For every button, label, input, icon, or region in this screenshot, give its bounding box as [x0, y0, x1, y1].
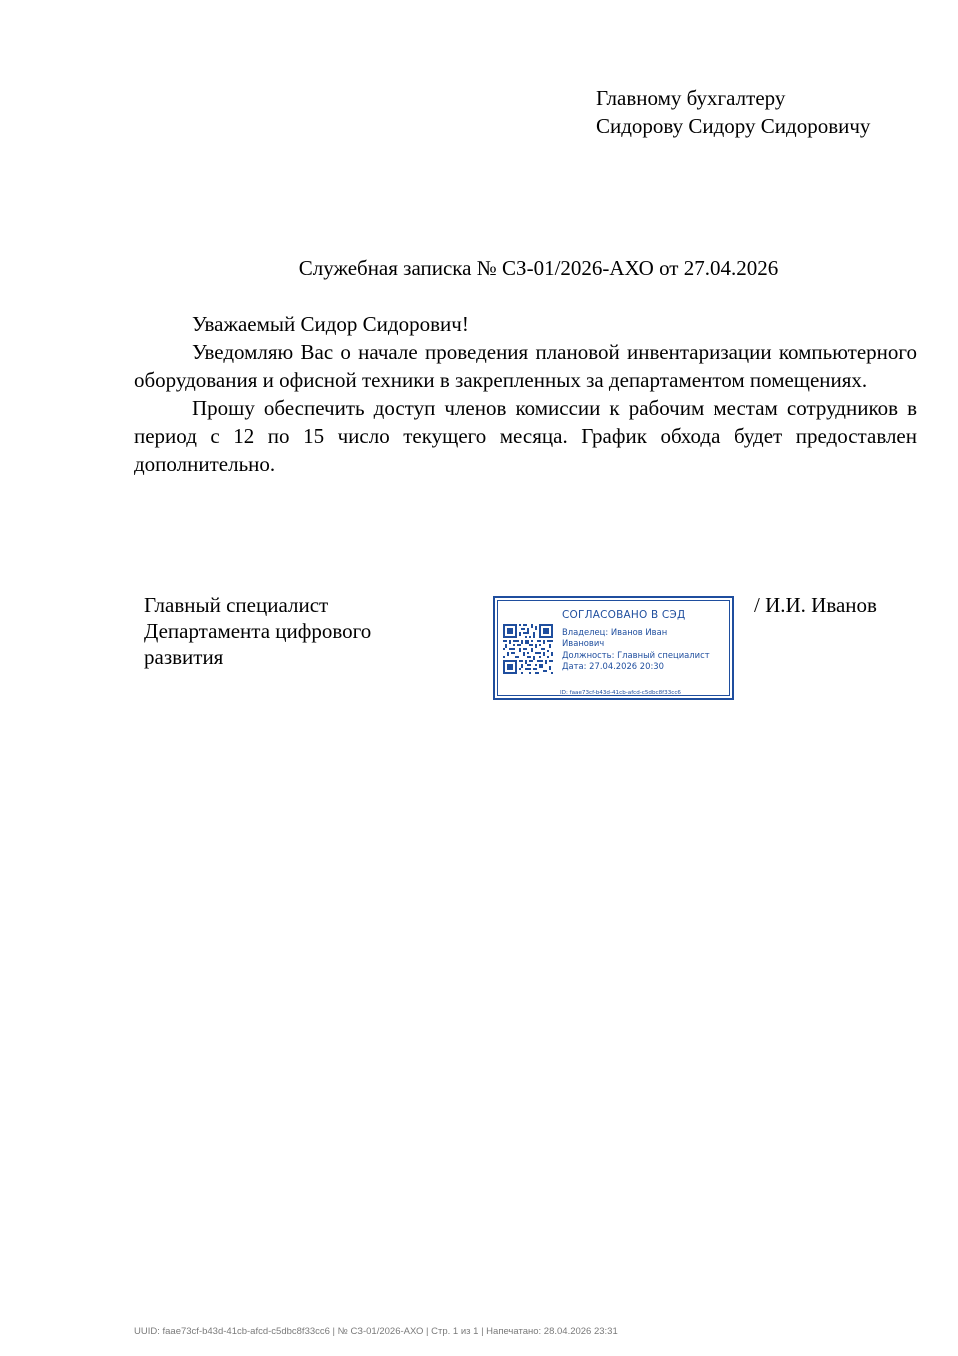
signer-position-line-2: Департамента цифрового — [144, 619, 372, 643]
addressee-position: Главному бухгалтеру — [596, 86, 786, 110]
signer-position-line-3: развития — [144, 645, 224, 669]
addressee-name: Сидорову Сидору Сидоровичу — [596, 114, 871, 138]
signer-position-line-1: Главный специалист — [144, 593, 329, 617]
document-title: Служебная записка № СЗ-01/2026-АХО от 27.04.2026 — [298, 256, 779, 280]
stamp-date: Дата: 27.04.2026 20:30 — [562, 661, 664, 671]
document-title-row — [134, 254, 917, 282]
salutation: Уважаемый Сидор Сидорович! — [192, 312, 469, 336]
stamp-owner: Владелец: Иванов Иван Иванович — [562, 627, 668, 648]
signer-block — [144, 592, 371, 670]
signature-name: / И.И. Иванов — [754, 593, 877, 617]
stamp-title: СОГЛАСОВАНО В СЭД — [562, 609, 686, 621]
stamp-id: ID: faae73cf-b43d-41cb-afcd-c5dbc8f33cc6 — [560, 690, 681, 696]
document-body — [134, 310, 917, 478]
qr-code-icon — [503, 624, 553, 674]
approval-stamp — [493, 596, 734, 700]
addressee-block — [596, 84, 870, 140]
print-footer: UUID: faae73cf-b43d-41cb-afcd-c5dbc8f33cc6 | № СЗ-01/2026-АХО | Стр. 1 из 1 | Напечатано: 28.04.2026 23:31 — [134, 1326, 618, 1337]
body-paragraph-2: Прошу обеспечить доступ членов комиссии к рабочим местам сотрудников в период с 12 по 15 число текущего месяца. График обхода будет предоставлен дополнительно. — [134, 396, 917, 476]
body-paragraph-1: Уведомляю Вас о начале проведения плановой инвентаризации компьютерного оборудования и офисной техники в закрепленных за департаментом помещениях. — [134, 340, 917, 392]
stamp-position: Должность: Главный специалист — [562, 650, 710, 660]
